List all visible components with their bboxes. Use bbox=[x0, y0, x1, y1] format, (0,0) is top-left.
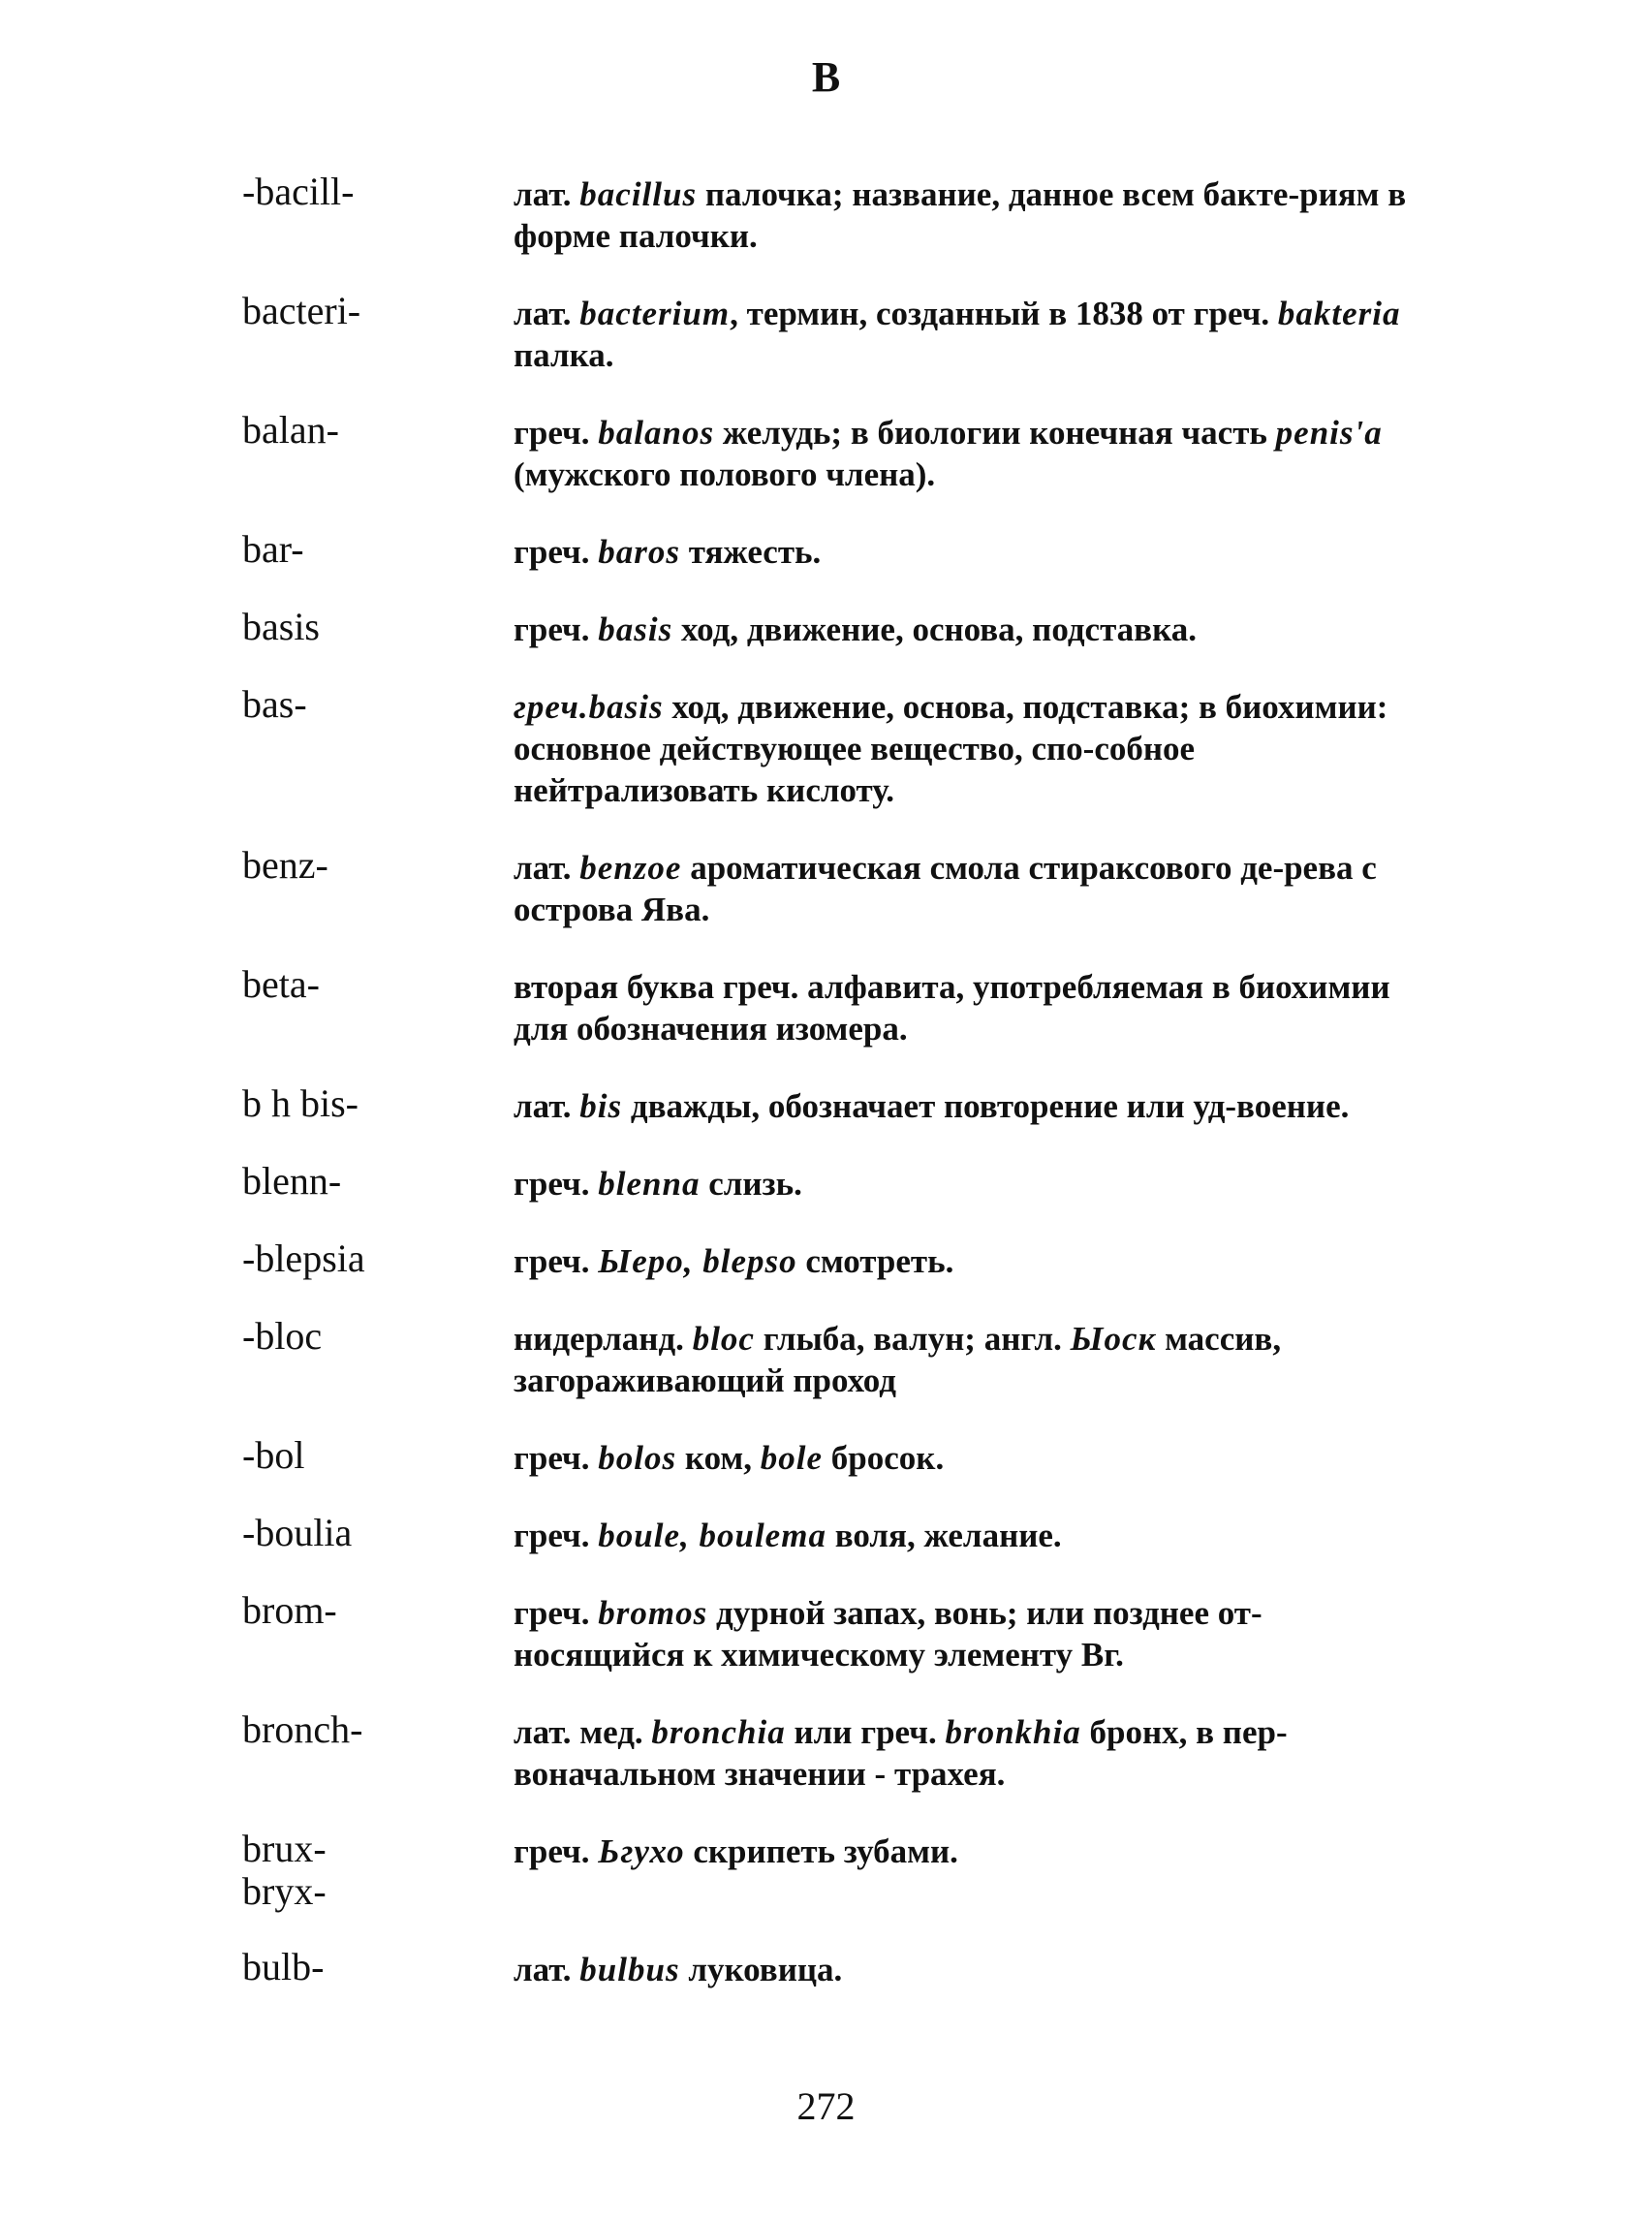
definition-italic-word: bacillus bbox=[579, 175, 698, 213]
dictionary-entry bbox=[242, 1160, 1424, 1205]
entry-definition bbox=[514, 683, 1424, 811]
definition-italic-word: Ыеро, blepso bbox=[598, 1242, 797, 1280]
definition-text: лат. bbox=[514, 1951, 580, 1988]
entry-term: -bloc bbox=[242, 1314, 323, 1358]
entry-term: bas- bbox=[242, 682, 307, 726]
definition-text: луковица. bbox=[679, 1951, 843, 1988]
entry-term: -bol bbox=[242, 1433, 305, 1477]
entry-definition bbox=[514, 1082, 1424, 1127]
entry-definition bbox=[514, 409, 1424, 495]
dictionary-entry bbox=[242, 1708, 1424, 1795]
definition-italic-word: bole bbox=[760, 1439, 824, 1477]
dictionary-entry bbox=[242, 1082, 1424, 1127]
definition-italic-word: benzoe bbox=[579, 849, 682, 887]
definition-italic-word: Ьгухо bbox=[598, 1832, 685, 1870]
definition-italic-word: baros bbox=[598, 533, 681, 571]
entry-definition bbox=[514, 1946, 1424, 1990]
definition-italic-word: boule, boulema bbox=[598, 1517, 826, 1554]
definition-text: ход, движение, основа, подставка. bbox=[672, 610, 1197, 648]
entry-term: bulb- bbox=[242, 1945, 325, 1988]
entry-definition bbox=[514, 1160, 1424, 1205]
definition-text: нидерланд. bbox=[514, 1320, 693, 1358]
definition-text: палка. bbox=[514, 336, 614, 374]
definition-text: вторая буква греч. алфавита, употребляемая в биохимии для обозначения изомера. bbox=[514, 968, 1390, 1048]
entry-definition bbox=[514, 1589, 1424, 1675]
entry-definition bbox=[514, 171, 1424, 257]
dictionary-entry bbox=[242, 171, 1424, 257]
entry-definition bbox=[514, 844, 1424, 930]
definition-italic-word: bronchia bbox=[651, 1713, 786, 1751]
entry-term: basis bbox=[242, 605, 320, 648]
definition-italic-word: basis bbox=[598, 610, 673, 648]
definition-text: слизь. bbox=[700, 1165, 802, 1203]
entry-term: -blepsia bbox=[242, 1236, 365, 1280]
definition-text: глыба, валун; англ. bbox=[754, 1320, 1071, 1358]
definition-text: желудь; в биологии конечная часть bbox=[714, 414, 1276, 452]
entry-definition bbox=[514, 1315, 1424, 1401]
definition-text: греч. bbox=[514, 1242, 599, 1280]
definition-text: греч. bbox=[514, 1165, 599, 1203]
entry-term: blenn- bbox=[242, 1159, 342, 1203]
definition-text: ход, движение, основа, подставка; в биохимии: основное действующее вещество, спо-собное нейтрализовать кислоту. bbox=[514, 688, 1388, 809]
definition-text: воля, желание. bbox=[826, 1517, 1062, 1554]
entry-term: bar- bbox=[242, 527, 304, 571]
definition-text: дурной запах, вонь; или позднее от-носящийся к химическому элементу Вг. bbox=[514, 1594, 1262, 1674]
section-letter-heading: B bbox=[811, 53, 841, 101]
entry-term: -boulia bbox=[242, 1511, 353, 1554]
dictionary-entry bbox=[242, 1589, 1424, 1675]
definition-text: греч. bbox=[514, 533, 599, 571]
definition-italic-word: bromos bbox=[598, 1594, 708, 1632]
dictionary-entry bbox=[242, 963, 1424, 1049]
definition-text: скрипеть зубами. bbox=[684, 1832, 958, 1870]
definition-italic-word: blenna bbox=[598, 1165, 701, 1203]
definition-text: лат. bbox=[514, 849, 580, 887]
entry-definition bbox=[514, 1434, 1424, 1479]
definition-text: палочка; название, данное всем бакте-риям в форме палочки. bbox=[514, 175, 1407, 255]
entry-term: b h bis- bbox=[242, 1081, 358, 1125]
definition-text: смотреть. bbox=[796, 1242, 954, 1280]
definition-italic-word: bloc bbox=[692, 1320, 755, 1358]
entry-definition bbox=[514, 1237, 1424, 1282]
entry-term: beta- bbox=[242, 962, 320, 1006]
entry-definition bbox=[514, 606, 1424, 650]
dictionary-entry bbox=[242, 1237, 1424, 1282]
entry-definition bbox=[514, 1512, 1424, 1556]
entry-definition bbox=[514, 528, 1424, 573]
definition-text: лат. bbox=[514, 295, 580, 332]
definition-italic-word: bis bbox=[579, 1087, 623, 1125]
definition-text: греч. bbox=[514, 1594, 599, 1632]
definition-italic-word: bolos bbox=[598, 1439, 677, 1477]
definition-italic-word: bronkhia bbox=[945, 1713, 1081, 1751]
entry-definition bbox=[514, 1708, 1424, 1795]
definition-italic-word: bakteria bbox=[1277, 295, 1401, 332]
entry-term: bacteri- bbox=[242, 289, 361, 332]
definition-text: греч. bbox=[514, 1517, 599, 1554]
definition-text: лат. bbox=[514, 175, 580, 213]
definition-text: бросок. bbox=[823, 1439, 945, 1477]
definition-italic-word: bacterium bbox=[579, 295, 731, 332]
dictionary-entry bbox=[242, 290, 1424, 376]
definition-text: ком, bbox=[676, 1439, 761, 1477]
dictionary-entry bbox=[242, 1512, 1424, 1556]
dictionary-entry bbox=[242, 1828, 1424, 1913]
entry-term: bronch- bbox=[242, 1707, 363, 1751]
entry-term: benz- bbox=[242, 843, 328, 887]
definition-text: лат. мед. bbox=[514, 1713, 652, 1751]
definition-text: (мужского полового члена). bbox=[514, 455, 936, 493]
entry-term: brom- bbox=[242, 1588, 337, 1632]
entry-definition bbox=[514, 1828, 1424, 1872]
definition-italic-word: bulbus bbox=[579, 1951, 680, 1988]
definition-text: греч. bbox=[514, 1439, 599, 1477]
dictionary-entry bbox=[242, 1946, 1424, 1990]
entry-definition bbox=[514, 963, 1424, 1049]
definition-text: бронх, в пер-воначальном значении - трахея. bbox=[514, 1713, 1288, 1793]
definition-text: греч. bbox=[514, 610, 599, 648]
definition-text: греч. bbox=[514, 1832, 599, 1870]
entry-term: balan- bbox=[242, 408, 339, 452]
definition-text: лат. bbox=[514, 1087, 580, 1125]
dictionary-entry bbox=[242, 683, 1424, 811]
dictionary-entry bbox=[242, 528, 1424, 573]
dictionary-entry bbox=[242, 606, 1424, 650]
definition-text: или греч. bbox=[785, 1713, 946, 1751]
dictionary-entry bbox=[242, 1434, 1424, 1479]
definition-text: , термин, созданный в 1838 от греч. bbox=[730, 295, 1278, 332]
entry-definition bbox=[514, 290, 1424, 376]
definition-italic-word: Ыоск bbox=[1070, 1320, 1157, 1358]
page-number: 272 bbox=[796, 2084, 856, 2128]
definition-text: массив, загораживающий проход bbox=[514, 1320, 1282, 1399]
definition-text: тяжесть. bbox=[680, 533, 822, 571]
definition-italic-word: греч.basis bbox=[514, 688, 664, 726]
dictionary-entry bbox=[242, 409, 1424, 495]
entry-term: -bacill- bbox=[242, 170, 355, 213]
definition-text: греч. bbox=[514, 414, 599, 452]
definition-text: ароматическая смола стираксового де-рева с острова Ява. bbox=[514, 849, 1377, 928]
definition-italic-word: balanos bbox=[598, 414, 715, 452]
dictionary-entry bbox=[242, 844, 1424, 930]
entry-list bbox=[242, 171, 1424, 2023]
definition-text: дважды, обозначает повторение или уд-воение. bbox=[622, 1087, 1350, 1125]
dictionary-entry bbox=[242, 1315, 1424, 1401]
entry-term: brux- bryx- bbox=[242, 1827, 327, 1913]
definition-italic-word: penis'a bbox=[1275, 414, 1383, 452]
